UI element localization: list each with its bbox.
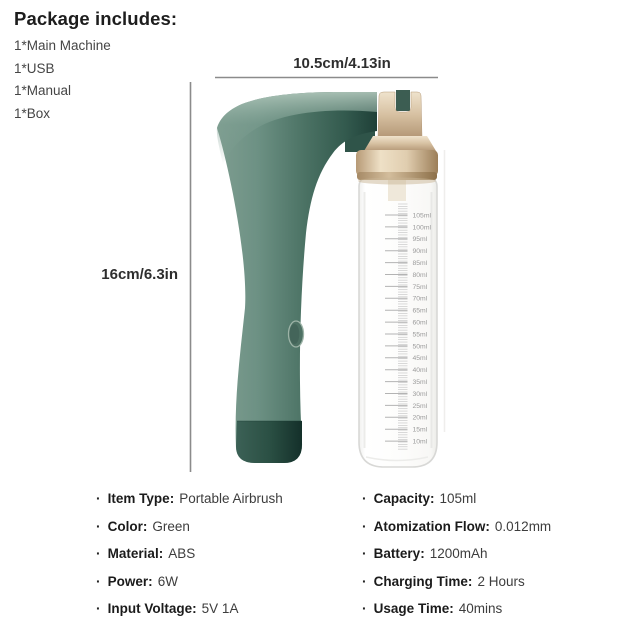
- bullet-dot: ·: [96, 517, 101, 534]
- spec-value: 5V 1A: [201, 601, 239, 616]
- spec-row: [96, 602, 283, 616]
- spec-value: 0.012mm: [494, 518, 552, 534]
- spec-label: Battery:: [373, 546, 425, 561]
- spec-value: Portable Airbrush: [179, 491, 283, 506]
- scale-label: 45ml: [412, 355, 428, 363]
- spec-label: Power:: [107, 573, 153, 589]
- scale-label: 100ml: [412, 224, 432, 232]
- cap-shadow: [358, 178, 436, 185]
- package-item: 1*Main Machine: [14, 38, 111, 53]
- power-button-inner: [290, 324, 300, 344]
- nozzle-slot: [396, 90, 410, 111]
- spec-label: Usage Time:: [373, 601, 454, 616]
- spec-value: 2 Hours: [477, 573, 525, 589]
- bullet-dot: ·: [362, 490, 367, 506]
- scale-label: 80ml: [412, 271, 428, 279]
- bullet-dot: ·: [96, 572, 101, 589]
- scale-label: 65ml: [412, 307, 428, 315]
- scale-label: 60ml: [412, 319, 428, 327]
- spec-value: 1200mAh: [429, 546, 488, 561]
- specs-column-left: [96, 492, 283, 630]
- spec-label: Charging Time:: [373, 573, 473, 589]
- spec-value: 6W: [157, 573, 178, 589]
- width-dimension-label: 10.5cm/4.13in: [293, 55, 391, 72]
- handle-base: [236, 421, 302, 463]
- spec-value: 105ml: [439, 491, 477, 506]
- spec-row: [96, 517, 283, 534]
- package-item: 1*Box: [14, 105, 51, 121]
- scale-label: 70ml: [412, 295, 428, 303]
- spec-value: 40mins: [458, 601, 503, 616]
- bullet-dot: ·: [362, 600, 367, 616]
- spec-row: [96, 492, 283, 506]
- bullet-dot: ·: [96, 490, 101, 506]
- spec-row: [362, 572, 551, 589]
- scale-label: 20ml: [412, 414, 428, 422]
- spec-label: Item Type:: [107, 491, 175, 506]
- spec-row: [362, 602, 551, 616]
- spec-row: [362, 547, 551, 561]
- package-item: 1*Manual: [14, 83, 72, 98]
- spec-label: Input Voltage:: [107, 601, 197, 616]
- scale-label: 85ml: [412, 260, 428, 267]
- airbrush-body: [217, 92, 377, 463]
- package-title: Package includes:: [14, 8, 178, 29]
- bullet-dot: ·: [362, 572, 367, 589]
- spec-row: [362, 492, 551, 506]
- bullet-dot: ·: [96, 545, 101, 561]
- scale-label: 25ml: [412, 402, 428, 410]
- cap-skirt: [364, 136, 436, 151]
- spec-row: [362, 517, 552, 534]
- scale-label: 90ml: [412, 248, 428, 256]
- spec-label: Color:: [107, 518, 148, 534]
- scale-label: 15ml: [412, 426, 428, 434]
- scale-label: 50ml: [412, 343, 428, 351]
- spec-label: Atomization Flow:: [373, 518, 490, 534]
- bullet-dot: ·: [362, 517, 367, 534]
- scale-label: 95ml: [412, 236, 428, 244]
- scale-label: 105ml: [412, 212, 432, 220]
- scale-label: 10ml: [412, 438, 428, 446]
- spec-value: Green: [152, 518, 190, 534]
- specs-column-right: [362, 492, 551, 630]
- spec-label: Capacity:: [373, 491, 435, 506]
- spec-row: [96, 547, 283, 561]
- scale-label: 40ml: [412, 367, 428, 375]
- package-item: 1*USB: [14, 60, 55, 76]
- spec-row: [96, 572, 283, 589]
- scale-label: 35ml: [412, 379, 428, 386]
- spec-label: Material:: [107, 546, 164, 561]
- height-dimension-label: 16cm/6.3in: [101, 266, 178, 283]
- scale-label: 75ml: [412, 283, 428, 291]
- scale-label: 30ml: [412, 390, 428, 398]
- spec-value: ABS: [168, 546, 196, 561]
- scale-label: 55ml: [412, 331, 428, 339]
- bullet-dot: ·: [362, 545, 367, 561]
- bullet-dot: ·: [96, 600, 101, 616]
